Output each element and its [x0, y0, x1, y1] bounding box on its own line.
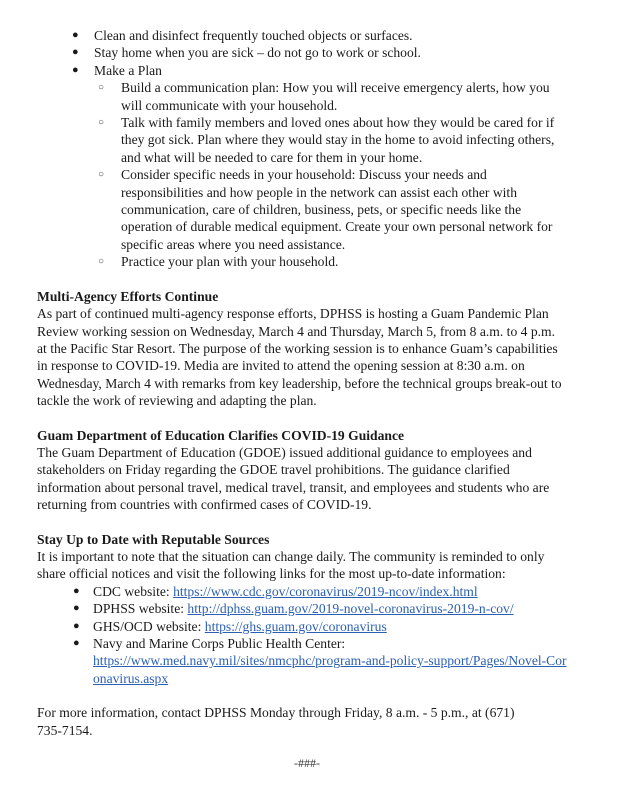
- bullet-icon: ●: [72, 46, 79, 59]
- sources-section: [37, 531, 607, 688]
- sub-list-item: ○ Practice your plan with your household.: [98, 254, 339, 270]
- sub-list-item: ○ Consider specific needs in your household: Discuss your needs and responsibilities and how people in the network can assist each other with communication, care of children, business, pets, or specific needs like the operation of durable medical equipment. Create your own personal network for specific areas where you need assistance.: [98, 167, 553, 252]
- navy-link-continued[interactable]: onavirus.aspx: [93, 670, 169, 686]
- gdoe-section: [37, 427, 607, 514]
- cdc-link[interactable]: https://www.cdc.gov/coronavirus/2019-ncov/index.html: [173, 583, 478, 599]
- section-heading: Guam Department of Education Clarifies COVID-19 Guidance: [37, 427, 405, 443]
- list-item: ● GHS/OCD website: https://ghs.guam.gov/coronavirus: [73, 618, 387, 634]
- list-item: ● CDC website: https://www.cdc.gov/coronavirus/2019-ncov/index.html: [73, 583, 478, 599]
- section-body: As part of continued multi-agency response efforts, DPHSS is hosting a Guam Pandemic Plan Review working session on Wednesday, March 4 and Thursday, March 5, from 8 a.m. to 4 p.m. at the Pacific Star Resort. The purpose of the working session is to enhance Guam’s capabilities in response to COVID-19. Media are invited to attend the opening session at 8:30 a.m. on Wednesday, March 4 with remarks from key leadership, before the technical groups break-out to tackle the work of reviewing and adapting the plan.: [37, 306, 562, 409]
- list-item: ● Navy and Marine Corps Public Health Center: https://www.med.navy.mil/sites/nmcphc/program-and-policy-support/Pages/Novel-Cor onavirus.aspx: [73, 636, 567, 686]
- sub-list-item: ○ Build a communication plan: How you will receive emergency alerts, how you will communicate with your household.: [98, 80, 550, 113]
- list-item: ● Make a Plan: [72, 62, 162, 78]
- hollow-bullet-icon: ○: [98, 117, 105, 129]
- hollow-bullet-icon: ○: [98, 256, 105, 268]
- hollow-bullet-icon: ○: [98, 169, 105, 181]
- hygiene-bullet-list: [37, 27, 607, 79]
- bullet-icon: ●: [73, 602, 80, 615]
- section-heading: Multi-Agency Efforts Continue: [37, 288, 219, 304]
- section-body: The Guam Department of Education (GDOE) issued additional guidance to employees and stakeholders on Friday regarding the GDOE travel prohibitions. The guidance clarified information about personal travel, medical travel, transit, and employees and students who are returning from countries with confirmed cases of COVID-19.: [37, 444, 550, 513]
- end-mark: -###-: [294, 756, 320, 771]
- section-body: It is important to note that the situation can change daily. The community is reminded to only share official notices and visit the following links for the most up-to-date information:: [37, 548, 545, 582]
- document-page: [37, 27, 607, 771]
- list-item: ● Clean and disinfect frequently touched objects or surfaces.: [72, 28, 413, 43]
- hollow-bullet-icon: ○: [98, 82, 105, 94]
- sub-list-item: ○ Talk with family members and loved ones about how they would be cared for if they got sick. Plan where they would stay in the home to avoid infecting others, and what will be needed to care for them in your home.: [98, 115, 555, 165]
- bullet-icon: ●: [73, 584, 80, 597]
- multi-agency-section: [37, 288, 607, 410]
- navy-link[interactable]: https://www.med.navy.mil/sites/nmcphc/program-and-policy-support/Pages/Novel-Cor: [93, 653, 567, 669]
- plan-sub-list: [37, 79, 607, 270]
- list-item: ● Stay home when you are sick – do not go to work or school.: [72, 45, 421, 61]
- bullet-icon: ●: [73, 619, 80, 632]
- section-heading: Stay Up to Date with Reputable Sources: [37, 531, 270, 547]
- contact-info: For more information, contact DPHSS Monday through Friday, 8 a.m. - 5 p.m., at (671) 735-7154.: [37, 705, 515, 738]
- bullet-icon: ●: [73, 637, 80, 649]
- source-links-list: [37, 583, 607, 687]
- ghs-ocd-link[interactable]: https://ghs.guam.gov/coronavirus: [204, 618, 387, 634]
- bullet-icon: ●: [72, 63, 79, 76]
- dphss-link[interactable]: http://dphss.guam.gov/2019-novel-coronavirus-2019-n-cov/: [187, 601, 514, 617]
- list-item: ● DPHSS website: http://dphss.guam.gov/2019-novel-coronavirus-2019-n-cov/: [73, 601, 514, 617]
- bullet-icon: ●: [72, 29, 79, 41]
